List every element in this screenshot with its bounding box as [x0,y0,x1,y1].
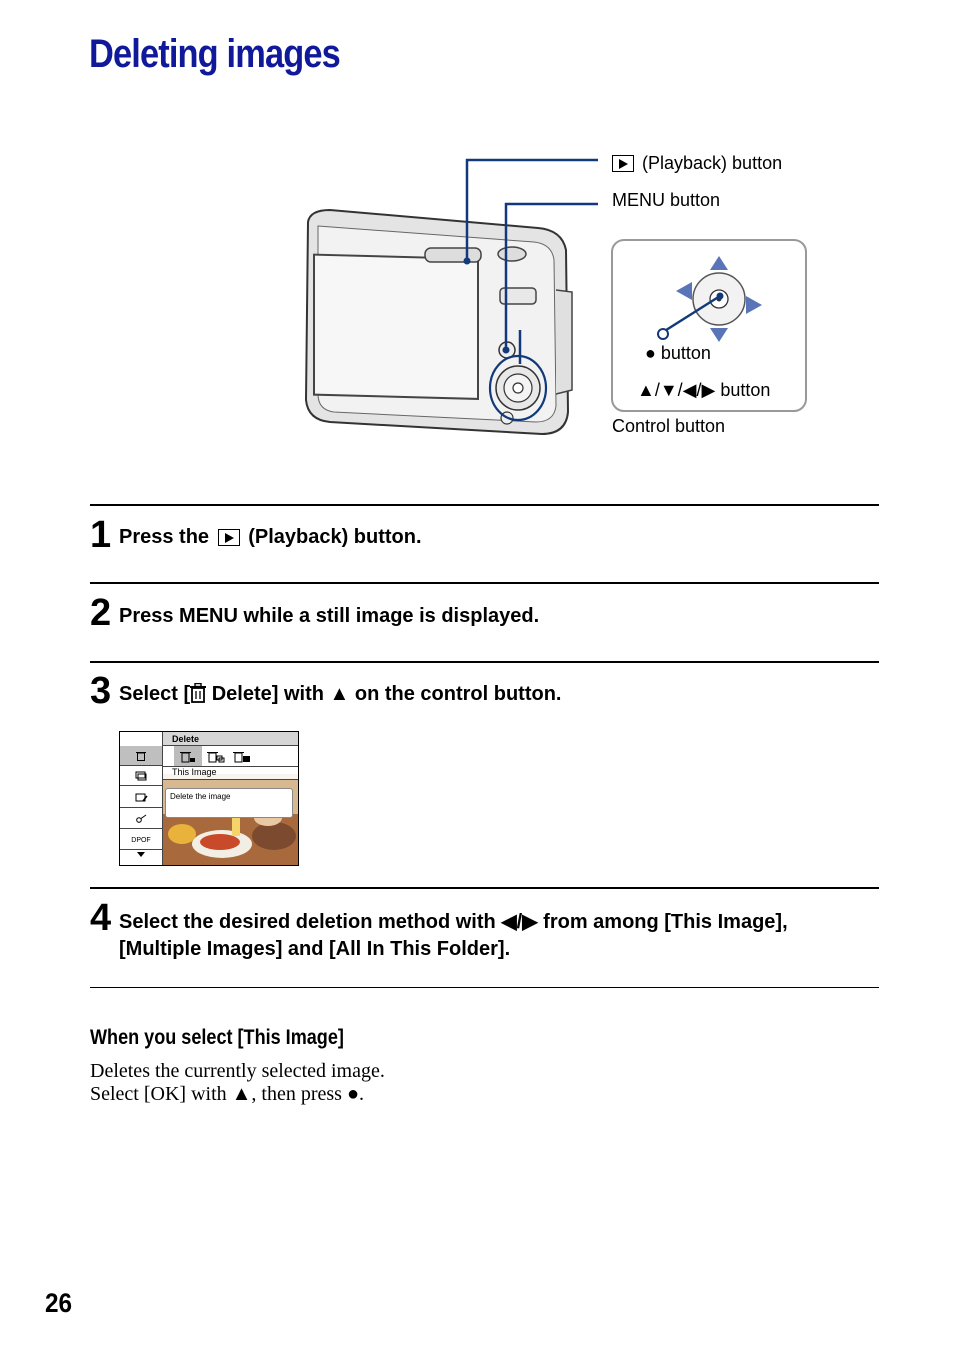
step-3-text-a: Select [ [119,683,191,705]
control-button-label: Control button [612,416,726,436]
camera-diagram [290,150,820,450]
step-number: 2 [90,592,112,634]
center-dot-icon: ● [645,343,656,363]
step-number: 3 [90,670,112,712]
sidebar-item-paint[interactable] [120,789,162,808]
delete-multiple-icon[interactable] [207,750,225,763]
section-heading: When you select [This Image] [90,1026,344,1049]
divider [90,504,879,506]
sidebar-item-dpof[interactable]: DPOF [120,831,162,850]
key-icon [136,814,147,824]
menu-button-label: MENU button [612,190,721,210]
divider [90,661,879,663]
section-body-line-2: Select [OK] with ▲, then press ●. [90,1083,365,1105]
step-3-text-b: Delete] with ▲ on the control button. [211,683,562,705]
sidebar-item-protect[interactable] [120,810,162,829]
center-button-label-text: button [660,343,711,363]
divider [90,582,879,584]
paint-icon [135,793,148,803]
step-4-line-2: [Multiple Images] and [All In This Folder]. [119,938,511,960]
playback-button-label [612,153,782,174]
chevron-down-icon [137,852,145,857]
step-number: 1 [90,514,112,556]
divider [90,887,879,889]
page-title: Deleting images [89,32,340,76]
trash-icon [190,683,206,703]
hint-text: Delete the image [170,792,231,801]
sidebar-item-slideshow[interactable] [120,767,162,786]
sidebar-scroll-down[interactable] [120,852,162,866]
menu-screenshot [119,731,299,866]
playback-icon [218,529,240,546]
step-3-text [119,681,561,708]
menu-header-title: Delete [172,734,200,744]
step-2-text: Press MENU while a still image is displayed. [119,605,540,627]
step-4-line-1: Select the desired deletion method with ◀/▶ from among [This Image], [119,911,788,933]
step-1-text-a: Press the [119,526,210,548]
trash-icon [136,750,146,761]
step-1-text [119,524,422,551]
delete-single-icon [180,750,196,763]
arrow-buttons-label: ▲/▼/◀/▶ button [637,380,771,400]
step-1-text-b: (Playback) button. [248,526,422,548]
playback-icon [612,155,634,172]
sidebar-item-delete[interactable] [120,746,162,766]
center-button-label [645,343,711,364]
selected-option-label: This Image [172,767,217,777]
delete-folder-icon[interactable] [233,750,251,763]
camera-illustration [306,210,572,434]
page-number: 26 [45,1288,73,1318]
divider [90,987,879,988]
step-number: 4 [90,897,112,939]
slideshow-icon [135,771,147,781]
section-body-line-1: Deletes the currently selected image. [90,1060,385,1082]
playback-button-label-text: (Playback) button [642,153,783,173]
